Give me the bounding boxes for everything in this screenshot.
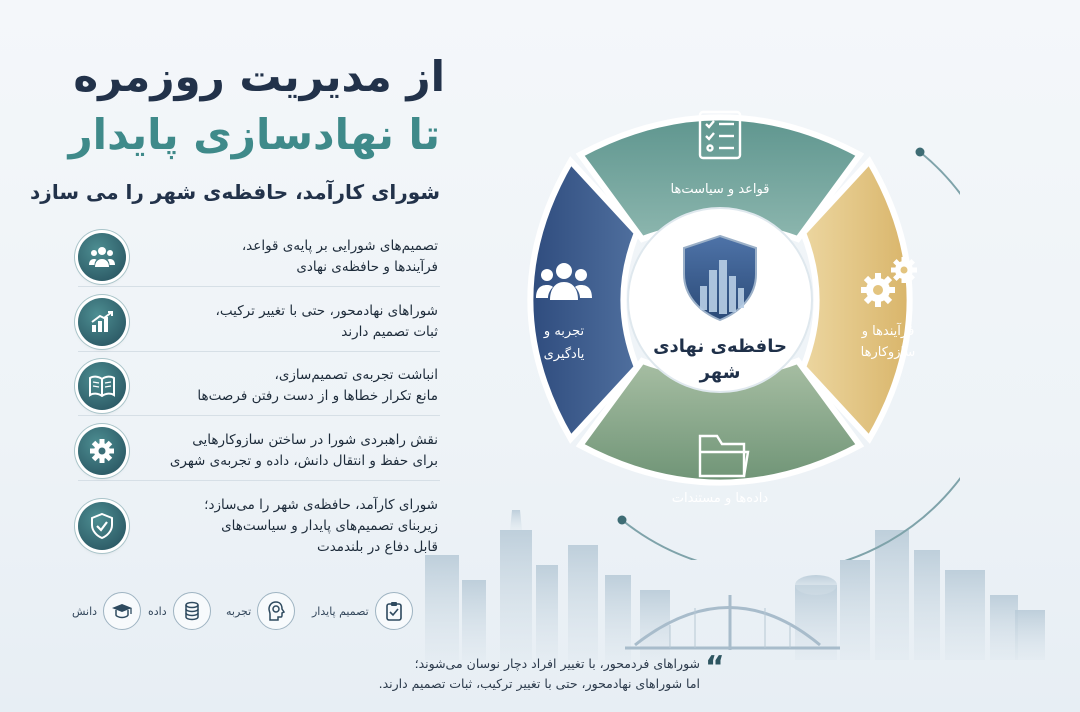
legend-knowledge: دانش bbox=[72, 592, 141, 630]
legend-experience: تجربه bbox=[226, 592, 295, 630]
database-icon bbox=[173, 592, 211, 630]
book-icon bbox=[78, 362, 126, 410]
quote-text: شوراهای فردمحور، با تغییر افراد دچار نوسان می‌شوند؛ اما شوراهای نهادمحور، حتی با تغییر ترکیب، ثبات تصمیم دارند. bbox=[378, 656, 700, 691]
feature-text: شوراهای نهادمحور، حتی با تغییر ترکیب، ثبات تصمیم دارند bbox=[215, 303, 438, 340]
feature-text: تصمیم‌های شورایی بر پایه‌ی قواعد، فرآیندها و حافظه‌ی نهادی bbox=[241, 238, 438, 275]
ring-dot bbox=[916, 148, 925, 157]
institutional-memory-diagram bbox=[480, 90, 960, 560]
quote-mark-icon: “ bbox=[705, 650, 725, 685]
growth-chart-icon bbox=[78, 298, 126, 346]
main-title: از مدیریت روزمره bbox=[73, 52, 445, 101]
feature-item bbox=[78, 228, 440, 287]
feature-item bbox=[78, 293, 440, 352]
feature-item bbox=[78, 490, 440, 562]
segment-label-data: داده‌ها و مستندات bbox=[671, 491, 769, 506]
feature-text: نقش راهبردی شورا در ساختن سازوکارهایی برای حفظ و انتقال دانش، داده و تجربه‌ی شهری bbox=[169, 432, 438, 469]
feature-item bbox=[78, 422, 440, 481]
segment-label-experience-1: تجربه و bbox=[543, 324, 585, 339]
center-title: حافظه‌ی نهادی bbox=[653, 336, 787, 357]
legend-sustainable-decision: تصمیم پایدار bbox=[312, 592, 413, 630]
legend-data: داده bbox=[148, 592, 211, 630]
gear-icon bbox=[78, 427, 126, 475]
segment-label-experience-2: یادگیری bbox=[543, 347, 585, 362]
feature-item bbox=[78, 357, 440, 416]
feature-text: انباشت تجربه‌ی تصمیم‌سازی، مانع تکرار خطاها و از دست رفتن فرصت‌ها bbox=[197, 367, 438, 404]
segment-label-processes-2: سازوکارها bbox=[860, 345, 916, 360]
graduation-cap-icon bbox=[103, 592, 141, 630]
shield-check-icon bbox=[78, 502, 126, 550]
ring-dot bbox=[618, 516, 627, 525]
segment-label-processes-1: فرآیندها و bbox=[861, 324, 915, 339]
feature-text: شورای کارآمد، حافظه‌ی شهر را می‌سازد؛ زیربنای تصمیم‌های پایدار و سیاست‌های قابل دفاع در بلندمدت bbox=[204, 496, 438, 555]
head-gear-icon bbox=[257, 592, 295, 630]
segment-label-rules: قواعد و سیاست‌ها bbox=[670, 182, 770, 197]
subtitle: شورای کارآمد، حافظه‌ی شهر را می سازد bbox=[30, 180, 440, 204]
main-title-accent: تا نهادسازی پایدار bbox=[68, 110, 440, 159]
team-icon bbox=[78, 233, 126, 281]
center-subtitle: شهر bbox=[699, 362, 741, 383]
